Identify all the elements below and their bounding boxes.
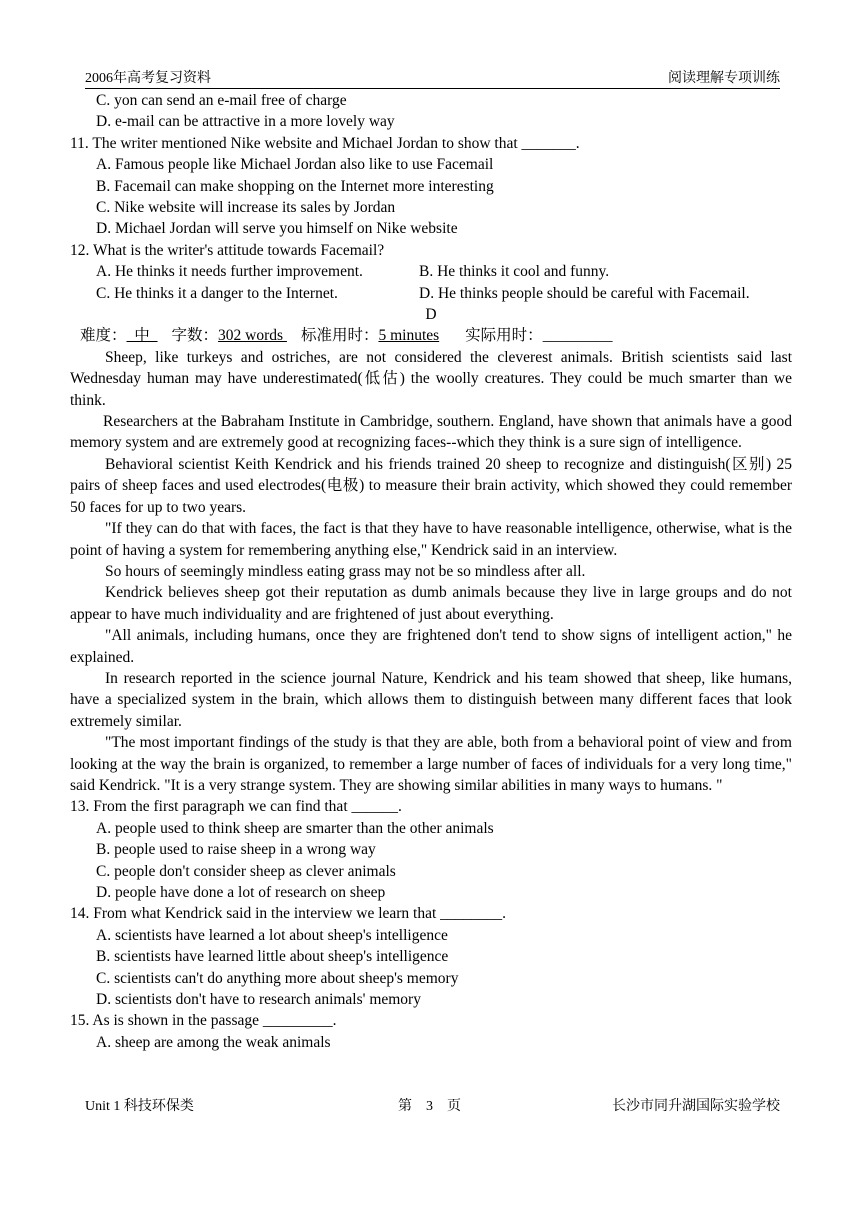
difficulty-value: 中 — [126, 327, 158, 345]
section-letter: D — [425, 306, 437, 324]
question-12-option-c: C. He thinks it a danger to the Internet. — [96, 284, 338, 302]
question-14-stem: 14. From what Kendrick said in the interview we learn that ________. — [70, 905, 507, 923]
question-15-option-a: A. sheep are among the weak animals — [96, 1033, 331, 1051]
page-content — [70, 90, 792, 1053]
question-13-stem: 13. From the first paragraph we can find that ______. — [70, 798, 402, 816]
actual-time-label: 实际用时： — [465, 327, 543, 345]
standard-time-value: 5 minutes — [378, 327, 440, 345]
page-header — [85, 70, 780, 89]
question-14-option-d: D. scientists don't have to research animals' memory — [96, 991, 421, 1009]
word-count-value: 302 words — [218, 327, 287, 345]
passage-paragraph-3: Behavioral scientist Keith Kendrick and his friends trained 20 sheep to recognize and distinguish(区别) 25 pairs of sheep faces and used electrodes(电极) to measure their brain activity, which showed they could remember 50 faces for up to two years. — [70, 455, 792, 516]
actual-time-blank: _________ — [542, 327, 613, 345]
question-12-row-1 — [70, 261, 792, 282]
page-footer — [85, 1098, 780, 1116]
passage-paragraph-8: In research reported in the science journal Nature, Kendrick and his team showed that sheep, like humans, have a specialized system in the brain, which allows them to distinguish between many different faces that look extremely similar. — [70, 669, 792, 730]
question-12-option-a: A. He thinks it needs further improvement. — [96, 263, 363, 281]
footer-unit: Unit 1 科技环保类 — [85, 1099, 194, 1114]
question-12-option-b: B. He thinks it cool and funny. — [419, 263, 610, 281]
question-12-row-2 — [70, 283, 792, 304]
passage-paragraph-9: "The most important findings of the study is that they are able, both from a behavioral point of view and from looking at the way the brain is organized, to remember a large number of faces of individuals for a very long time," said Kendrick. "It is a very strange system. They are showing similar abilities in many ways to humans. " — [70, 734, 792, 794]
word-count-label: 字数： — [171, 327, 219, 345]
passage-paragraph-2: Researchers at the Babraham Institute in Cambridge, southern. England, have shown that animals have a good memory system and are extremely good at recognizing faces--which they think is a sure sign of intelligence. — [70, 413, 792, 452]
header-right-title: 阅读理解专项训练 — [668, 71, 780, 86]
passage-paragraph-1: Sheep, like turkeys and ostriches, are not considered the cleverest animals. British scientists said last Wednesday human may have underestimated(低估) the woolly creatures. They could be much smarter than we think. — [70, 348, 792, 409]
question-11-option-a: A. Famous people like Michael Jordan also like to use Facemail — [96, 156, 494, 174]
question-11-option-c: C. Nike website will increase its sales by Jordan — [96, 199, 396, 217]
question-14-option-c: C. scientists can't do anything more about sheep's memory — [96, 969, 459, 987]
question-12-option-d: D. He thinks people should be careful with Facemail. — [419, 284, 750, 302]
question-13-option-b: B. people used to raise sheep in a wrong way — [96, 841, 376, 859]
passage-paragraph-7: "All animals, including humans, once they are frightened don't tend to show signs of intelligent action," he explained. — [70, 627, 792, 666]
standard-time-label: 标准用时： — [300, 327, 379, 345]
prev-option-c: C. yon can send an e-mail free of charge — [96, 92, 347, 109]
question-12-stem: 12. What is the writer's attitude towards Facemail? — [70, 241, 385, 259]
question-13-option-a: A. people used to think sheep are smarter than the other animals — [96, 819, 494, 837]
passage-meta — [70, 325, 792, 346]
passage-paragraph-5: So hours of seemingly mindless eating grass may not be so mindless after all. — [105, 562, 586, 580]
question-15-stem: 15. As is shown in the passage _________. — [70, 1012, 337, 1030]
question-11-option-b: B. Facemail can make shopping on the Internet more interesting — [96, 177, 494, 195]
question-11-option-d: D. Michael Jordan will serve you himself on Nike website — [96, 220, 458, 238]
footer-school: 长沙市同升湖国际实验学校 — [612, 1099, 780, 1114]
header-left-title: 2006年高考复习资料 — [85, 71, 211, 86]
prev-option-d: D. e-mail can be attractive in a more lovely way — [96, 113, 395, 131]
question-14-option-a: A. scientists have learned a lot about sheep's intelligence — [96, 926, 448, 944]
passage-paragraph-6: Kendrick believes sheep got their reputation as dumb animals because they live in large groups and do not appear to have much individuality and are frightened of just about everything. — [70, 584, 792, 623]
difficulty-label: 难度： — [80, 327, 127, 345]
passage-paragraph-4: "If they can do that with faces, the fact is that they have to have reasonable intelligence, otherwise, what is the point of having a system for remembering anything else," Kendrick said in an interview. — [70, 520, 792, 559]
question-13-option-c: C. people don't consider sheep as clever animals — [96, 862, 396, 880]
question-11-stem: 11. The writer mentioned Nike website and Michael Jordan to show that _______. — [70, 134, 580, 152]
footer-page-number: 第 3 页 — [398, 1099, 461, 1114]
question-14-option-b: B. scientists have learned little about sheep's intelligence — [96, 948, 449, 966]
question-13-option-d: D. people have done a lot of research on sheep — [96, 884, 386, 901]
